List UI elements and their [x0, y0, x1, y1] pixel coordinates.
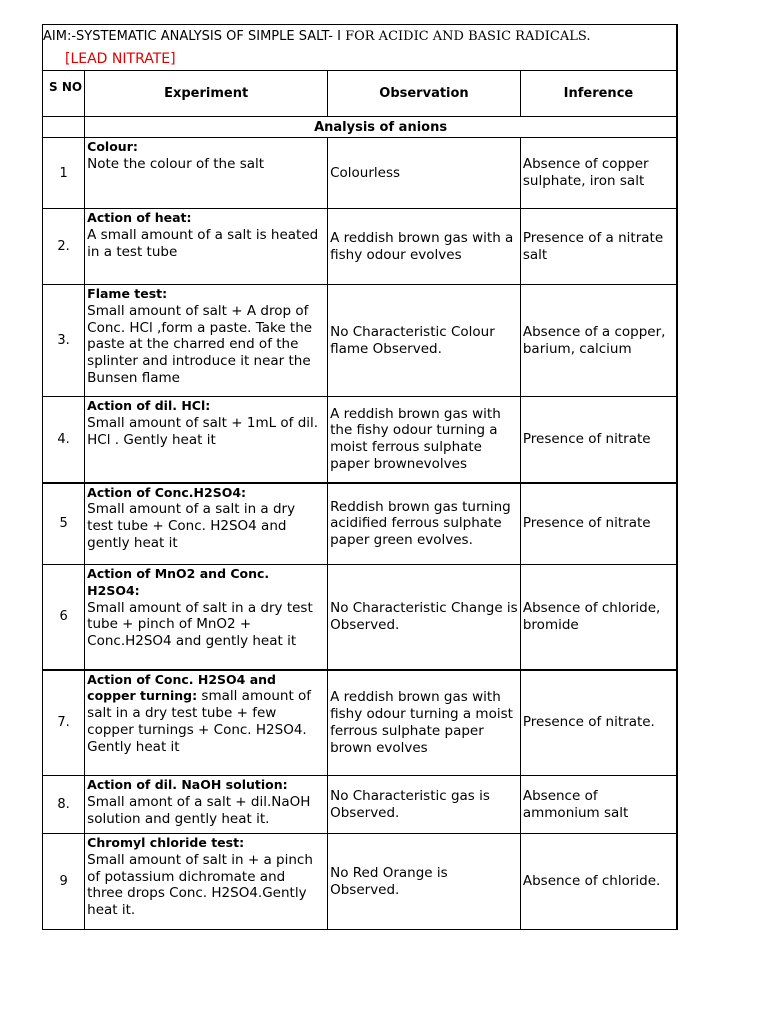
aim-header: [42, 24, 678, 70]
experiment-text: Note the colour of the salt: [87, 155, 265, 172]
experiment-text: A small amount of a salt is heated in a test tube: [87, 226, 319, 260]
table-row: [43, 285, 678, 397]
row-observation: A reddish brown gas with fishy odour turning a moist ferrous sulphate paper brown evolves: [328, 670, 521, 776]
experiment-heading: Action of Conc. H2SO4 and copper turning:: [87, 671, 277, 704]
aim-title: [43, 29, 590, 44]
row-experiment: [85, 138, 328, 209]
table-row: [43, 209, 678, 285]
experiment-heading: Action of dil. NaOH solution:: [87, 777, 288, 792]
row-sno: 5: [43, 483, 85, 565]
aim-title-suffix: FOR ACIDIC AND BASIC RADICALS.: [340, 29, 591, 44]
row-sno: 4.: [43, 397, 85, 483]
analysis-table: [42, 70, 678, 930]
row-inference: Presence of nitrate: [520, 397, 677, 483]
row-sno: 7.: [43, 670, 85, 776]
row-inference: Absence of a copper, barium, calcium: [520, 285, 677, 397]
row-experiment: [85, 670, 328, 776]
row-sno: 2.: [43, 209, 85, 285]
experiment-text: Small amount of salt + A drop of Conc. HCl ,form a paste. Take the paste at the charred end of the splinter and introduce it near the Bunsen flame: [87, 302, 313, 386]
row-observation: No Characteristic Colour flame Observed.: [328, 285, 521, 397]
row-inference: Absence of chloride.: [520, 834, 677, 930]
row-experiment: [85, 776, 328, 834]
table-row: [43, 776, 678, 834]
row-observation: No Red Orange is Observed.: [328, 834, 521, 930]
salt-name: [LEAD NITRATE]: [65, 51, 176, 67]
experiment-heading: Action of dil. HCl:: [87, 398, 211, 413]
row-inference: Absence of chloride, bromide: [520, 565, 677, 670]
row-experiment: [85, 397, 328, 483]
header-inference: Inference: [520, 71, 677, 117]
row-observation: A reddish brown gas with the fishy odour turning a moist ferrous sulphate paper brownevolves: [328, 397, 521, 483]
row-inference: Absence of copper sulphate, iron salt: [520, 138, 677, 209]
row-observation: Colourless: [328, 138, 521, 209]
header-sno: S NO: [43, 71, 85, 117]
row-inference: Absence of ammonium salt: [520, 776, 677, 834]
row-inference: Presence of nitrate: [520, 483, 677, 565]
row-inference: Presence of nitrate.: [520, 670, 677, 776]
row-experiment: [85, 209, 328, 285]
row-inference: Presence of a nitrate salt: [520, 209, 677, 285]
experiment-heading: Colour:: [87, 139, 138, 154]
section-title: Analysis of anions: [85, 117, 677, 138]
row-sno: 3.: [43, 285, 85, 397]
table-row: [43, 397, 678, 483]
experiment-text: Small amount of salt in a dry test tube + pinch of MnO2 + Conc.H2SO4 and gently heat it: [87, 599, 313, 650]
experiment-heading: Action of heat:: [87, 210, 192, 225]
experiment-text: Small amount of salt + 1mL of dil. HCl . Gently heat it: [87, 414, 319, 448]
row-experiment: [85, 483, 328, 565]
row-observation: No Characteristic Change is Observed.: [328, 565, 521, 670]
experiment-heading: Chromyl chloride test:: [87, 835, 245, 850]
row-observation: Reddish brown gas turning acidified ferrous sulphate paper green evolves.: [328, 483, 521, 565]
worksheet: [42, 24, 678, 930]
row-sno: 9: [43, 834, 85, 930]
experiment-heading: Action of MnO2 and Conc. H2SO4:: [87, 566, 270, 598]
row-observation: A reddish brown gas with a fishy odour evolves: [328, 209, 521, 285]
header-experiment: Experiment: [85, 71, 328, 117]
header-observation: Observation: [328, 71, 521, 117]
experiment-text: Small amount of salt in + a pinch of potassium dichromate and three drops Conc. H2SO4.Gently heat it.: [87, 851, 313, 919]
experiment-heading: Flame test:: [87, 286, 168, 301]
row-observation: No Characteristic gas is Observed.: [328, 776, 521, 834]
row-experiment: [85, 834, 328, 930]
section-row: [43, 117, 678, 138]
table-row: [43, 138, 678, 209]
row-experiment: [85, 285, 328, 397]
experiment-text: small amount of salt in a dry test tube + few copper turnings + Conc. H2SO4. Gently heat it: [87, 688, 312, 755]
experiment-text: Small amount of a salt in a dry test tube + Conc. H2SO4 and gently heat it: [87, 501, 296, 551]
aim-title-prefix: AIM:-SYSTEMATIC ANALYSIS OF SIMPLE SALT- I: [43, 29, 341, 44]
row-sno: 8.: [43, 776, 85, 834]
table-row: [43, 565, 678, 670]
section-blank-cell: [43, 117, 85, 138]
experiment-heading: Action of Conc.H2SO4:: [87, 484, 247, 500]
table-header-row: [43, 71, 678, 117]
row-sno: 6: [43, 565, 85, 670]
table-row: [43, 834, 678, 930]
row-experiment: [85, 565, 328, 670]
row-sno: 1: [43, 138, 85, 209]
table-row: [43, 670, 678, 776]
experiment-text: Small amont of a salt + dil.NaOH solution and gently heat it.: [87, 793, 311, 827]
table-row: [43, 483, 678, 565]
